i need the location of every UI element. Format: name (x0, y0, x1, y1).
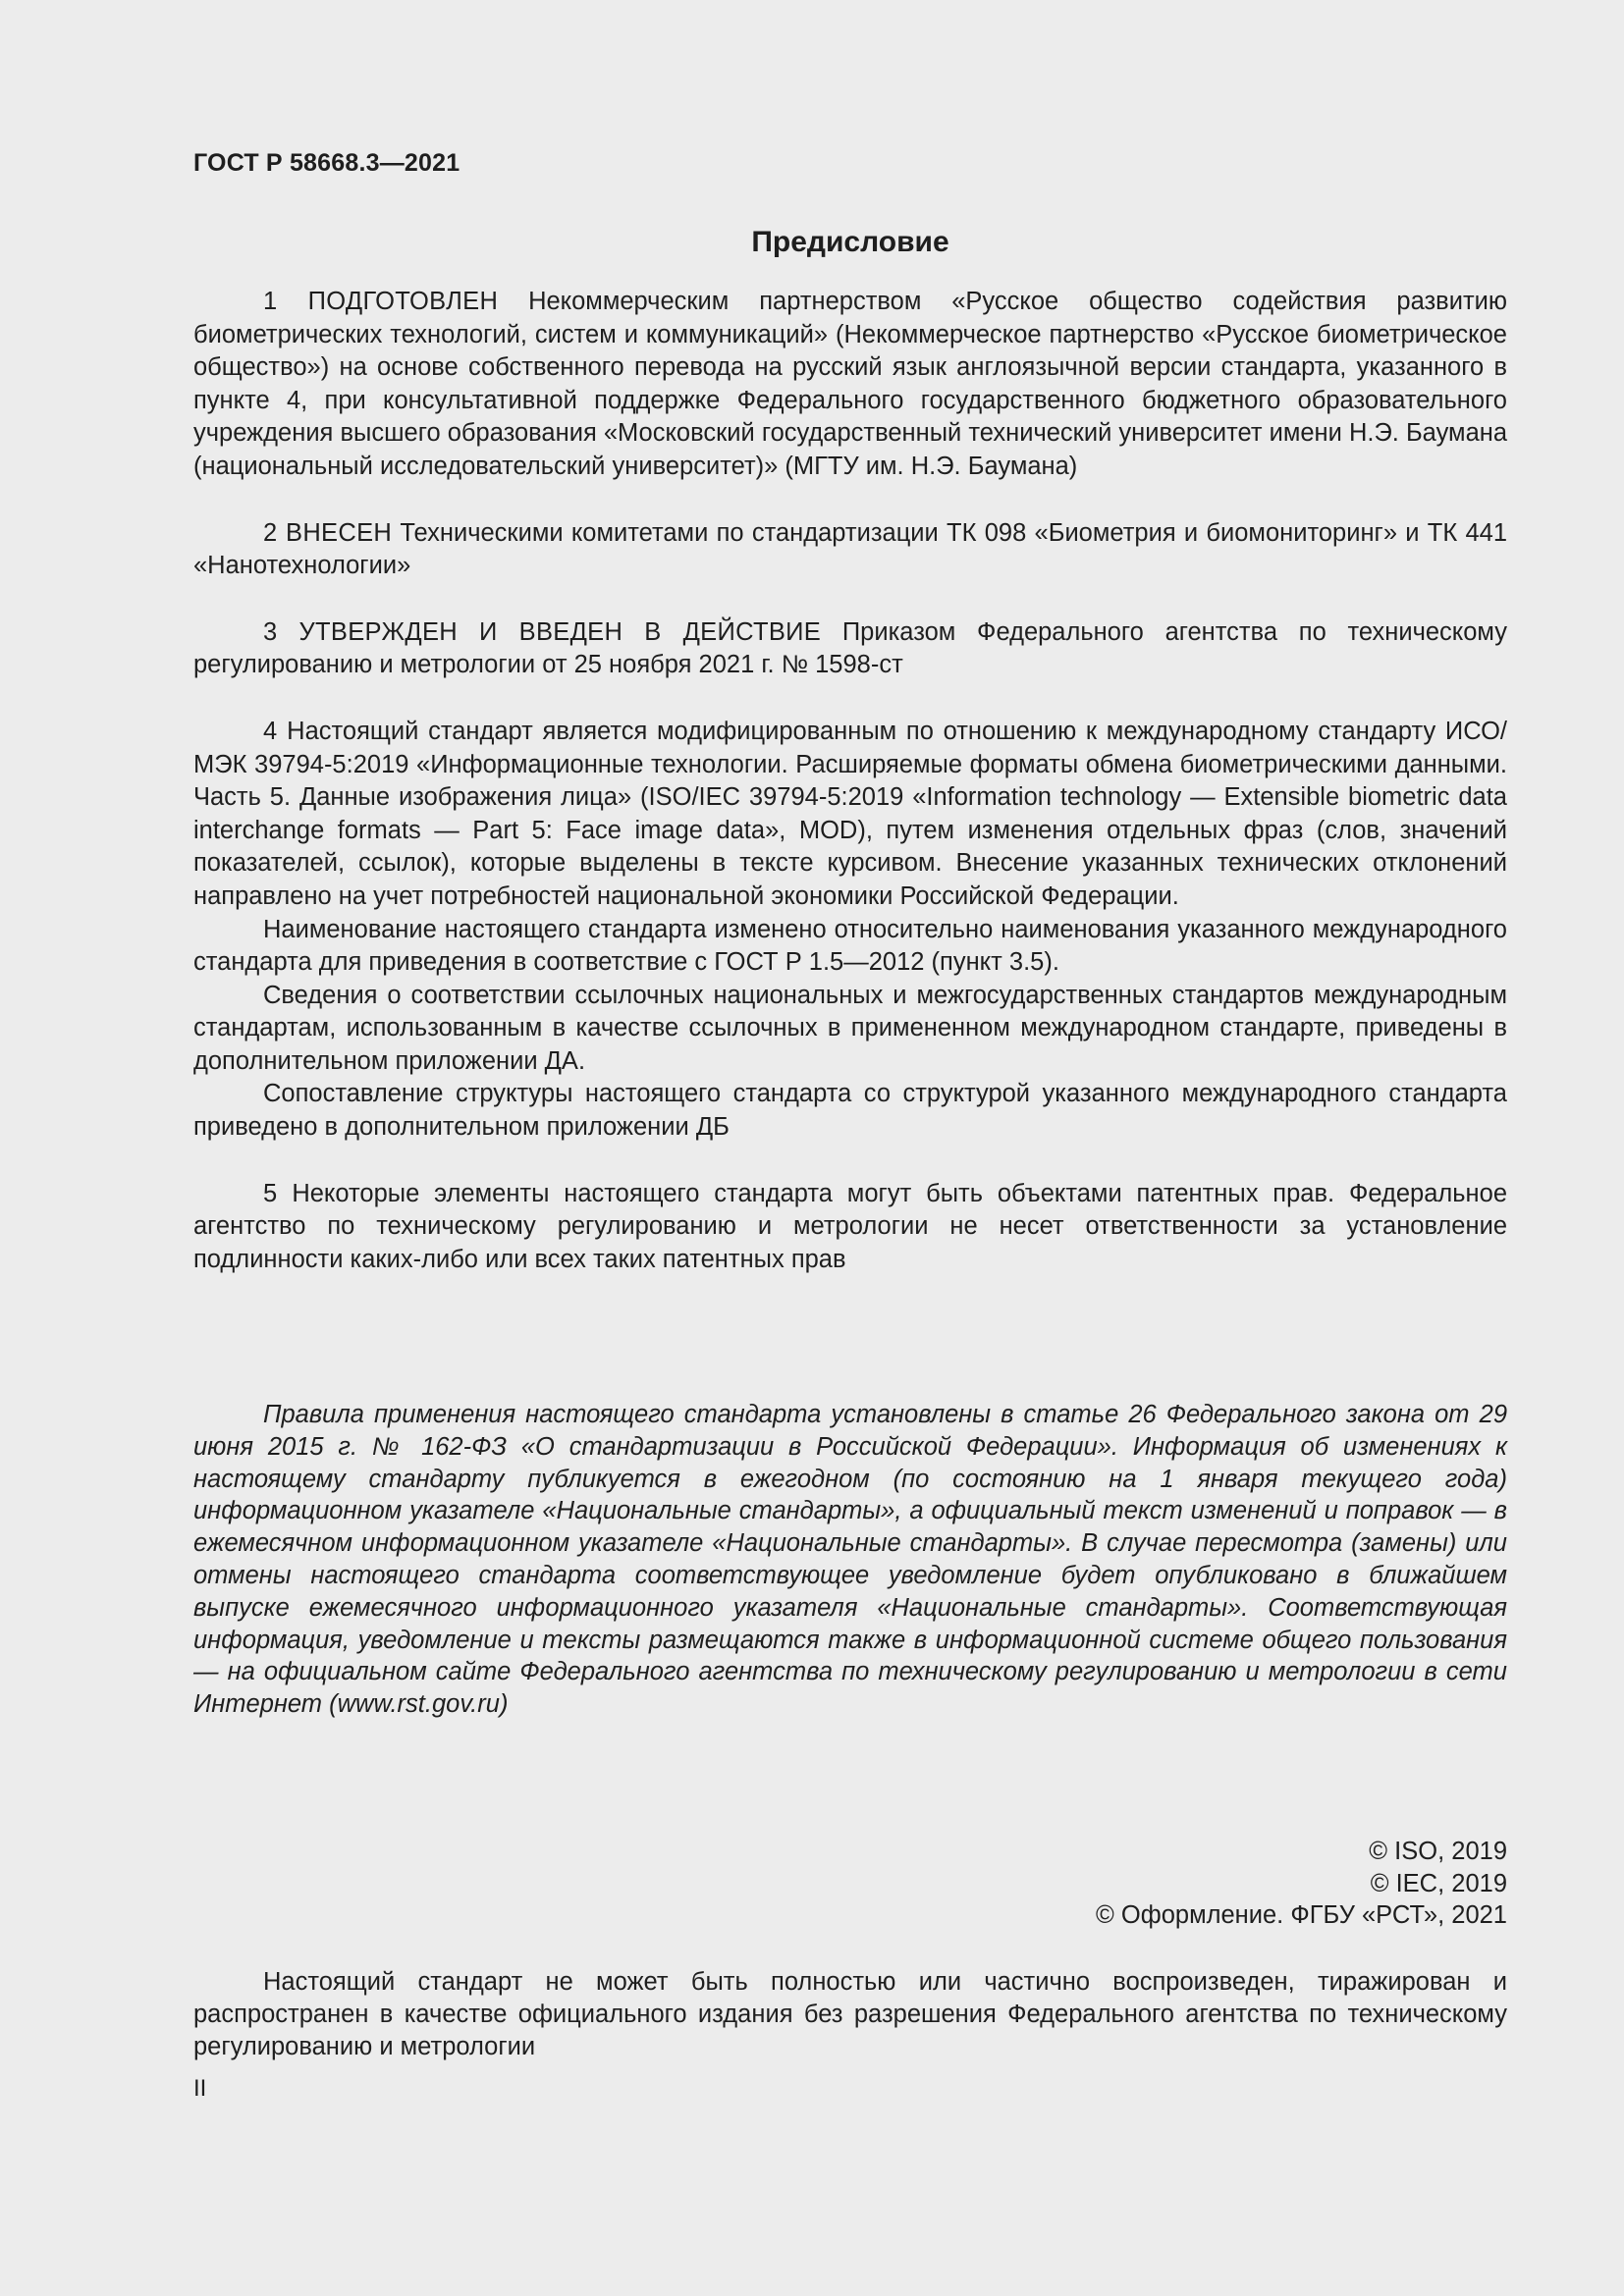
item-label: 3 УТВЕРЖДЕН И ВВЕДЕН В ДЕЙСТВИЕ (263, 617, 822, 646)
foreword-item-4 (193, 716, 1507, 914)
item-4-paragraph: Сопоставление структуры настоящего стандарта со структурой указанного международного стандарта приведено в дополнительном приложении ДБ (193, 1080, 1507, 1142)
item-text: Настоящий стандарт является модифицированным по отношению к международному стандарту ИСО/МЭК 39794-5:2019 «Информационные технологии. Расширяемые форматы обмена биометрическими данными. Часть 5. Данные изображения лица» (ISO/IEC 39794-5:2019 «Information technology — Extensible biometric data interchange formats — Part 5: Face image data», MOD), путем изменения отдельных фраз (слов, значений показателей, ссылок), которые выделены в тексте курсивом. Внесение указанных технических отклонений направлено на учет потребностей национальной экономики Российской Федерации. (193, 717, 1507, 910)
foreword-item-3 (193, 616, 1507, 682)
item-text: Некоторые элементы настоящего стандарта могут быть объектами патентных прав. Федеральное агентство по техническому регулированию и метрологии не несет ответственности за установление подлинности каких-либо или всех таких патентных прав (193, 1179, 1507, 1273)
item-text: Техническими комитетами по стандартизации ТК 098 «Биометрия и биомониторинг» и ТК 441 «Нанотехнологии» (193, 518, 1508, 580)
copyright-line: © IEC, 2019 (1370, 1869, 1507, 1897)
item-label: 5 (263, 1179, 278, 1207)
standard-application-notice: Правила применения настоящего стандарта установлены в статье 26 Федерального закона от 29 июня 2015 г. № 162-ФЗ «О стандартизации в Российской Федерации». Информация об изменениях к настоящему стандарту публикуется в ежегодном (по состоянию на 1 января текущего года) информационном указателе «Национальные стандарты», а официальный текст изменений и поправок — в ежемесячном информационном указателе «Национальные стандарты». В случае пересмотра (замены) или отмены настоящего стандарта соответствующее уведомление будет опубликовано в ближайшем выпуске ежемесячного информационного указателя «Национальные стандарты». Соответствующая информация, уведомление и тексты размещаются также в информационной системе общего пользования — на официальном сайте Федерального агентства по техническому регулированию и метрологии в сети Интернет (www.rst.gov.ru) (193, 1401, 1507, 1719)
copyright-line: © Оформление. ФГБУ «РСТ», 2021 (1096, 1901, 1507, 1929)
item-label: 2 ВНЕСЕН (263, 518, 393, 547)
item-text: Некоммерческим партнерством «Русское общество содействия развитию биометрических технологий, систем и коммуникаций» (Некоммерческое партнерство «Русское биометрическое общество») на основе собственного перевода на русский язык англоязычной версии стандарта, указанного в пункте 4, при консультативной поддержке Федерального государственного бюджетного образовательного учреждения высшего образования «Московский государственный технический университет имени Н.Э. Баумана (национальный исследовательский университет)» (МГТУ им. Н.Э. Баумана) (193, 288, 1508, 480)
item-4-paragraph: Наименование настоящего стандарта изменено относительно наименования указанного международного стандарта для приведения в соответствие с ГОСТ Р 1.5—2012 (пункт 3.5). (193, 915, 1507, 977)
item-label: 4 (263, 717, 278, 745)
item-label: 1 ПОДГОТОВЛЕН (263, 288, 499, 315)
foreword-item-2 (193, 517, 1507, 583)
section-title: Предисловие (751, 226, 949, 258)
copyright-block (1096, 1836, 1507, 1932)
foreword-body (193, 286, 1507, 1276)
item-4-paragraph: Сведения о соответствии ссылочных национальных и межгосударственных стандартов международным стандартам, использованным в качестве ссылочных в примененном международном стандарте, приведены в дополнительном приложении ДА. (193, 981, 1507, 1075)
copyright-line: © ISO, 2019 (1369, 1838, 1507, 1865)
item-text: Приказом Федерального агентства по техническому регулированию и метрологии от 25 ноября 2021 г. № 1598-ст (193, 617, 1508, 679)
page-number: II (193, 2075, 207, 2102)
foreword-item-1 (193, 286, 1507, 484)
document-code: ГОСТ Р 58668.3—2021 (193, 149, 460, 177)
reproduction-notice: Настоящий стандарт не может быть полностью или частично воспроизведен, тиражирован и распространен в качестве официального издания без разрешения Федерального агентства по техническому регулированию и метрологии (193, 1968, 1507, 2060)
foreword-item-5 (193, 1178, 1507, 1277)
